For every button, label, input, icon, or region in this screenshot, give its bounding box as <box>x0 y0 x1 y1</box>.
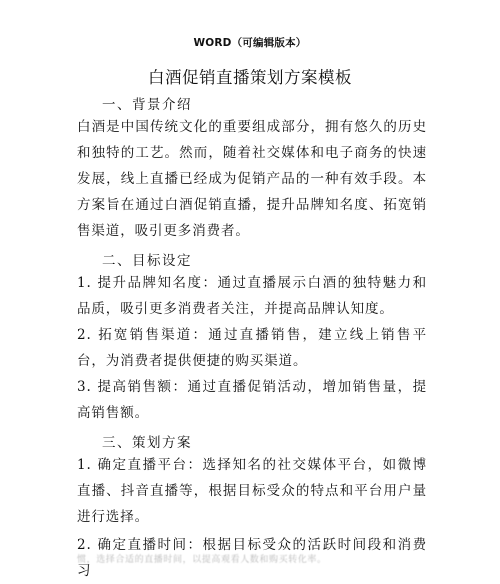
paragraph-goal-1: 1. 提升品牌知名度：通过直播展示白酒的独特魅力和品质，吸引更多消费者关注，并提高品牌认知度。 <box>77 275 427 317</box>
paragraph-plan-2: 2. 确定直播时间：根据目标受众的活跃时间段和消费习 <box>77 537 427 579</box>
paragraph-background: 白酒是中国传统文化的重要组成部分，拥有悠久的历史和独特的工艺。然而，随着社交媒体和电子商务的快速发展，线上直播已经成为促销产品的一种有效手段。本方案旨在通过白酒促销直播，提升品牌知名度、拓宽销售渠道，吸引更多消费者。 <box>77 119 427 239</box>
paragraph-goal-2: 2. 拓宽销售渠道：通过直播销售，建立线上销售平台，为消费者提供便捷的购买渠道。 <box>77 327 427 369</box>
section-heading-background: 一、背景介绍 <box>102 97 192 113</box>
section-heading-goals: 二、目标设定 <box>102 253 192 269</box>
paragraph-goal-3: 3. 提高销售额：通过直播促销活动，增加销售量，提高销售额。 <box>77 379 427 421</box>
section-heading-plan: 三、策划方案 <box>102 435 192 451</box>
document-header: WORD（可编辑版本） <box>193 37 307 49</box>
faded-continuation-line: 惯，选择合适的直播时间，以提高观看人数和购买转化率。 <box>77 555 327 565</box>
paragraph-plan-1: 1. 确定直播平台：选择知名的社交媒体平台，如微博直播、抖音直播等，根据目标受众的特点和平台用户量进行选择。 <box>77 457 427 525</box>
document-title: 白酒促销直播策划方案模板 <box>148 68 352 87</box>
